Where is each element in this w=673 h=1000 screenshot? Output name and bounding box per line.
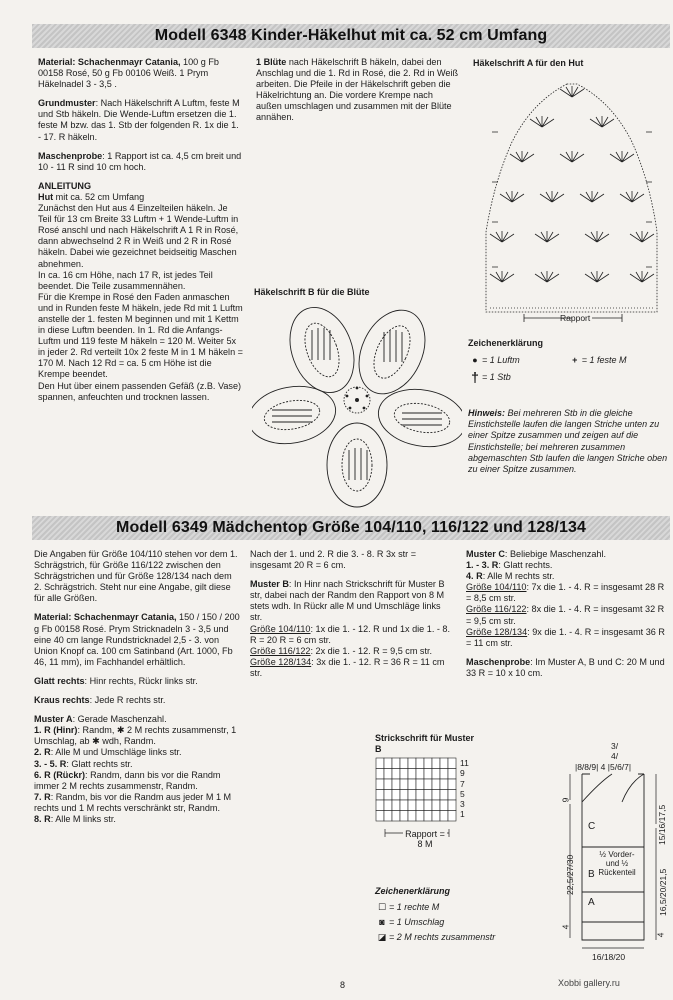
hut-label: Hut [38,191,54,202]
strickschrift-row-numbers [460,758,469,820]
muster-a-repeat: Nach der 1. und 2. R die 3. - 8. R 3x str = insgesamt 20 R = 6 cm. [250,549,417,571]
muster-c-size-3-text: : 9x die 1. - 4. R = insgesamt 36 R = 11 cm str. [466,626,665,648]
strickschrift-rapport [393,829,457,849]
chart-cell [408,811,416,822]
row-2-label: 2. R [34,747,51,758]
row-3-5-label: 3. - 5. R [34,758,67,769]
row-3-5-text: : Glatt rechts str. [66,758,133,769]
row-number: 9 [460,768,465,779]
muster-b-size-3-text: : 3x die 1. - 12. R = 36 R = 11 cm str. [250,656,445,678]
chart-cell [408,779,416,790]
knit-stitch-icon: ☐ [377,902,387,912]
glatt-rechts-label: Glatt rechts [34,675,85,686]
chart-cell [376,790,384,801]
model-6348-mid-column [256,57,461,132]
muster-b-label: Muster B [250,579,289,590]
chart-cell [416,758,424,769]
schematic-bottom-width: 16/18/20 [592,952,626,962]
crochet-chart-b-flower [252,300,462,515]
chart-cell [448,758,456,769]
row-7-label: 7. R [34,791,51,802]
hut-instructions-1: Zunächst den Hut aus 4 Einzelteilen häkeln. Je Teil für 13 cm Breite 33 Luftm + 1 Wende-Luftm in Rosé anschl und nach Häkelschrift A 1 R in Rosé, dann abwechselnd 2 R in Weiß und 2 R in Rosé häkeln. Dabei wie gezeichnet beidseitig Maschen abnehmen. [38,203,239,269]
legend-stb: = 1 Stb [482,372,511,382]
double-crochet-icon: † [471,369,479,385]
chart-cell [440,769,448,780]
chart-cell [432,758,440,769]
legend-6348 [468,338,673,389]
bluete-label: 1 Blüte [256,57,287,67]
muster-b-size-2-label: Größe 116/122 [250,645,311,656]
chart-cell [448,811,456,822]
legend-zusammenstr: = 2 M rechts zusammenstr [389,932,496,942]
material-text: 100 g Fb 00158 Rosé, 50 g Fb 00106 Weiß. 1 Prym Häkelnadel 3 - 3,5 . [38,57,219,90]
diagram-a-title: Häkelschrift A für den Hut [473,58,584,68]
chart-cell [432,811,440,822]
hinweis-note [468,408,671,475]
muster-c-text: : Beliebige Maschenzahl. [504,549,607,559]
muster-c-row-4-label: 4. R [466,571,483,582]
chart-cell [448,800,456,811]
chart-cell [408,758,416,769]
chart-cell [400,790,408,801]
legend-luftm: = 1 Luftm [482,355,520,365]
legend-umschlag: = 1 Umschlag [389,917,445,927]
chart-cell [424,779,432,790]
grundmuster-label: Grundmuster [38,98,96,109]
row-1-text: : Randm, ✱ 2 M rechts zusammenstr, 1 Umschlag, ab ✱ wdh, Randm. [34,725,237,747]
schematic-left-bot: 4 [560,924,571,930]
legend-6349 [375,886,535,949]
row-8-label: 8. R [34,813,51,824]
grundmuster-text: : Nach Häkelschrift A Luftm, feste M und Stb häkeln. Die Wende-Luftm ersetzen die 1. feste M bzw. das 1. Stb der folgenden R. 1x die 1. - 17. R häkeln. [38,98,240,142]
chart-cell [400,758,408,769]
muster-a-text: : Gerade Maschenzahl. [72,714,167,725]
muster-b-size-2-text: : 2x die 1. - 12. R = 9,5 cm str. [310,645,433,656]
chain-stitch-icon: ● [472,355,478,365]
rapport-label: Rapport = [405,829,445,839]
muster-c-row-1-3-text: : Glatt rechts. [498,560,553,571]
row-1-label: 1. R (Hinr) [34,725,78,736]
chart-cell [384,779,392,790]
material-6349-text: 150 / 150 / 200 g Fb 00158 Rosé. Prym Stricknadeln 3 - 3,5 und eine 40 cm lange Rundstricknadel 2,5 - 3. von Union Knopf ca. 100 cm Satinband (Art. 1000, Fb 46, 11 mm), im Fachhandel erhältlich. [34,612,240,667]
schematic-right-top: 15/16/17,5 [657,804,667,845]
chart-cell [416,800,424,811]
kraus-rechts-label: Kraus rechts [34,695,90,706]
row-number: 3 [460,799,465,810]
chart-cell [440,790,448,801]
chart-cell [432,790,440,801]
muster-c-label: Muster C [466,549,505,559]
chart-cell [408,769,416,780]
chart-cell [416,769,424,780]
chart-cell [384,769,392,780]
chart-cell [384,758,392,769]
chart-cell [440,811,448,822]
chart-cell [376,758,384,769]
crochet-chart-a [472,72,672,327]
model-6348-banner [32,24,670,48]
row-2-text: : Alle M und Umschläge links str. [50,747,182,758]
chart-cell [384,790,392,801]
chart-cell [440,800,448,811]
watermark: Xobbi gallery.ru [558,978,620,988]
muster-c-size-2-label: Größe 116/122 [466,604,527,615]
chart-cell [376,811,384,822]
muster-c-row-1-3-label: 1. - 3. R [466,560,499,571]
size-intro: Die Angaben für Größe 104/110 stehen vor dem 1. Schrägstrich, für Größe 116/122 zwischen den Schrägstrichen und für Größe 128/134 nach dem 2. Schrägstrich. Steht nur eine Angabe, gilt diese für alle Größen. [34,549,238,604]
schematic-top-labels [611,741,618,761]
schematic-part-b: B [588,869,595,880]
chart-cell [392,811,400,822]
chart-cell [400,779,408,790]
row-6-label: 6. R (Rückr) [34,769,86,780]
row-6-text: : Randm, dann bis vor die Randm immer 2 M rechts zusammenstr, Randm. [34,769,221,791]
strickschrift-title: Strickschrift für Muster B [375,733,475,754]
chart-cell [384,811,392,822]
row-number: 1 [460,809,465,820]
schematic-top-2: 4/ [611,751,619,761]
chart-cell [408,800,416,811]
row-8-text: : Alle M links str. [50,813,116,824]
muster-a-label: Muster A [34,714,73,725]
hut-instructions-3: Für die Krempe in Rosé den Faden anmaschen und in Runden feste M häkeln, jede Rd mit 1 Luftm anstelle der 1. festen M beginnen und mit 1 Kettm in diese Luftm beenden. In 1. Rd die Anfangs-Luftm und 119 feste M häkeln = 120 M. Weiter 5x in jeder 2. Rd verteilt 10x 2 feste M in 1 M häkeln = 170 M. Nach 12 Rd = ca. 5 cm Höhe ist die Krempe beendet. [38,291,243,380]
hut-instructions-2: In ca. 16 cm Höhe, nach 17 R, ist jedes Teil beendet. Die Teile zusammennähen. [38,269,213,291]
schematic-left-mid: 22,5/27/30 [565,854,575,895]
chart-cell [384,800,392,811]
chart-cell [400,811,408,822]
chart-cell [416,811,424,822]
kraus-rechts-text: : Jede R rechts str. [89,695,166,706]
chart-cell [392,790,400,801]
chart-cell [424,790,432,801]
model-6348-title: Modell 6348 Kinder-Häkelhut mit ca. 52 cm Umfang [154,27,548,44]
chart-cell [448,790,456,801]
muster-c-size-1-label: Größe 104/110 [466,582,527,593]
muster-c-size-1-text: : 7x die 1. - 4. R = insgesamt 28 R = 8,5 cm str. [466,582,665,604]
chart-cell [432,769,440,780]
chart-cell [416,779,424,790]
model-6349-title: Modell 6349 Mädchentop Größe 104/110, 116/122 und 128/134 [116,519,586,536]
hut-size: mit ca. 52 cm Umfang [53,191,145,202]
chart-cell [400,769,408,780]
hut-instructions-4: Den Hut über einem passenden Gefäß (z.B. Vase) spannen, anfeuchten und trocknen lassen. [38,380,242,402]
legend-rechte-m: = 1 rechte M [389,902,440,912]
glatt-rechts-text: : Hinr rechts, Rückr links str. [84,675,198,686]
row-number: 7 [460,778,465,789]
muster-c-row-4-text: : Alle M rechts str. [482,571,555,582]
chart-cell [448,779,456,790]
schematic-right-bot: 4 [655,932,666,938]
legend-feste-m: = 1 feste M [581,355,627,365]
chart-cell [424,769,432,780]
schematic-part-text: ½ Vorder- und ½ Rückenteil [598,850,636,877]
chart-cell [432,800,440,811]
row-number: 11 [460,758,469,768]
knit-two-together-icon: ◪ [377,932,387,942]
material-6349-label: Material: Schachenmayr Catania, [34,612,177,623]
knitting-chart-b [375,757,457,827]
yarn-over-icon: ◙ [379,917,385,927]
schematic-top-1: 3/ [611,741,619,751]
diagram-a-rapport-label: Rapport [560,313,591,323]
chart-cell [432,779,440,790]
chart-cell [392,758,400,769]
model-6349-left-column [34,549,240,825]
chart-cell [376,800,384,811]
single-crochet-icon: + [572,355,578,365]
bluete-text: nach Häkelschrift B häkeln, dabei den Anschlag und die 1. Rd in Rosé, die 2. Rd in Weiß arbeiten. Die Pfeile in der Häkelschrift geben die Häkelrichtung an. Die vordere Krempe nach außen umschlagen und zusammen mit der Blüte annähen. [256,57,459,123]
maschenprobe-text: : 1 Rapport ist ca. 4,5 cm breit und 10 - 11 R sind 10 cm hoch. [38,150,242,172]
legend-6348-title: Zeichenerklärung [468,338,544,348]
hinweis-label: Hinweis: [468,408,506,418]
maschenprobe-6349-label: Maschenprobe [466,656,531,667]
chart-cell [392,779,400,790]
model-6349-right-column [466,549,670,687]
chart-cell [448,769,456,780]
chart-cell [376,779,384,790]
hinweis-text: Bei mehreren Stb in die gleiche Einstichstelle laufen die langen Striche unten zu einer Spitze zusammen und zeigen auf die Einstichstelle; bei mehreren zusammen abgemaschten Stb laufen die langen Striche oben zu einer Spitze zusammen. [468,408,668,475]
maschenprobe-label: Maschenprobe [38,150,103,161]
model-6348-left-column [38,57,243,403]
muster-b-size-1-text: : 1x die 1. - 12. R und 1x die 1. - 8. R = 20 R = 6 cm str. [250,623,451,645]
chart-cell [424,758,432,769]
schematic-right-mid: 16,5/20/21,5 [658,868,668,916]
chart-cell [424,800,432,811]
schematic-part-c: C [588,821,596,832]
anleitung-heading: ANLEITUNG [38,180,92,191]
legend-6349-title: Zeichenerklärung [375,886,451,896]
muster-c-size-3-label: Größe 128/134 [466,626,528,637]
schematic-width-top: |8/8/9| 4 |5/6/7| [575,762,632,772]
muster-b-text: : In Hinr nach Strickschrift für Muster B str, dabei nach der Randm den Rapport von 8 M stets wdh. In Rückr alle M und Umschläge links str. [250,579,445,623]
chart-cell [392,800,400,811]
muster-b-size-1-label: Größe 104/110 [250,623,311,634]
chart-cell [440,758,448,769]
diagram-b-title: Häkelschrift B für die Blüte [254,287,370,297]
model-6349-mid-column [250,549,454,679]
chart-cell [392,769,400,780]
material-label: Material: Schachenmayr Catania, [38,57,181,67]
muster-b-size-3-label: Größe 128/134 [250,656,312,667]
chart-cell [440,779,448,790]
chart-cell [424,811,432,822]
chart-cell [376,769,384,780]
rapport-value: 8 M [417,839,433,849]
schematic-left-top: 9 [560,797,571,803]
row-number: 5 [460,788,465,799]
maschenprobe-6349-text: : Im Muster A, B und C: 20 M und 33 R = 10 x 10 cm. [466,656,665,678]
model-6349-banner [32,516,670,540]
chart-cell [400,800,408,811]
page-number: 8 [340,980,346,990]
row-7-text: : Randm, bis vor die Randm aus jeder M 1 M rechts und 1 M rechts verschränkt str, Randm. [34,791,232,813]
schematic-part-a: A [588,897,595,908]
muster-c-size-2-text: : 8x die 1. - 4. R = insgesamt 32 R = 9,5 cm str. [466,604,665,626]
chart-cell [408,790,416,801]
chart-cell [416,790,424,801]
